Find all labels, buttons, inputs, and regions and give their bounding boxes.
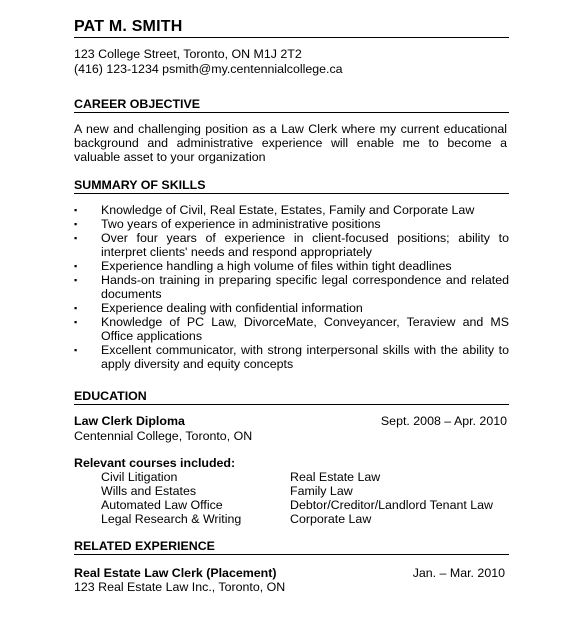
school-name: Centennial College, Toronto, ON <box>74 429 253 443</box>
courses-heading: Relevant courses included: <box>74 456 236 470</box>
bullet-icon: ▪ <box>74 233 78 243</box>
education-dates: Sept. 2008 – Apr. 2010 <box>380 414 507 428</box>
contact-line: (416) 123-1234 psmith@my.centennialcollege.ca <box>74 62 343 76</box>
bullet-icon: ▪ <box>74 345 78 355</box>
bullet-icon: ▪ <box>74 261 78 271</box>
education-entry <box>74 414 507 428</box>
list-item: ▪ Experience handling a high volume of files within tight deadlines <box>74 259 452 273</box>
bullet-icon: ▪ <box>74 205 78 215</box>
diploma-title: Law Clerk Diploma <box>74 414 185 428</box>
list-item: ▪ Knowledge of PC Law, DivorceMate, Conveyancer, Teraview and MS Office applications <box>74 315 509 343</box>
career-objective-text: A new and challenging position as a Law Clerk where my current educational background and administrative experience will enable me to become a valuable asset to your organization <box>74 122 507 164</box>
list-item: ▪ Hands-on training in preparing specific legal correspondence and related documents <box>74 273 509 301</box>
bullet-icon: ▪ <box>74 317 78 327</box>
list-item: ▪ Experience dealing with confidential information <box>74 301 363 315</box>
skills-heading: SUMMARY OF SKILLS <box>74 178 206 192</box>
career-objective-heading: CAREER OBJECTIVE <box>74 97 200 111</box>
experience-dates: Jan. – Mar. 2010 <box>412 566 505 580</box>
list-item: ▪ Excellent communicator, with strong interpersonal skills with the ability to apply diversity and equity concepts <box>74 343 509 371</box>
course-item: Automated Law Office <box>101 498 223 512</box>
career-objective-rule <box>74 112 509 113</box>
course-item: Real Estate Law <box>290 470 381 484</box>
course-item: Debtor/Creditor/Landlord Tenant Law <box>290 498 493 512</box>
header-rule <box>74 37 509 38</box>
course-item: Civil Litigation <box>101 470 178 484</box>
experience-rule <box>74 554 509 555</box>
list-item: ▪ Over four years of experience in client-focused positions; ability to interpret clients' needs and respond appropriately <box>74 231 509 259</box>
skills-list <box>74 203 509 371</box>
course-item: Legal Research & Writing <box>101 512 242 526</box>
job-title: Real Estate Law Clerk (Placement) <box>74 566 277 580</box>
course-item: Corporate Law <box>290 512 372 526</box>
address-line: 123 College Street, Toronto, ON M1J 2T2 <box>74 47 302 61</box>
experience-entry <box>74 566 505 580</box>
skills-rule <box>74 193 509 194</box>
course-item: Wills and Estates <box>101 484 197 498</box>
education-heading: EDUCATION <box>74 389 147 403</box>
list-item: ▪ Knowledge of Civil, Real Estate, Estates, Family and Corporate Law <box>74 203 475 217</box>
bullet-icon: ▪ <box>74 219 78 229</box>
experience-heading: RELATED EXPERIENCE <box>74 539 215 553</box>
employer-name: 123 Real Estate Law Inc., Toronto, ON <box>74 580 286 594</box>
course-item: Family Law <box>290 484 353 498</box>
education-rule <box>74 404 509 405</box>
bullet-icon: ▪ <box>74 275 78 285</box>
bullet-icon: ▪ <box>74 303 78 313</box>
list-item: ▪ Two years of experience in administrative positions <box>74 217 381 231</box>
applicant-name: PAT M. SMITH <box>74 18 183 35</box>
